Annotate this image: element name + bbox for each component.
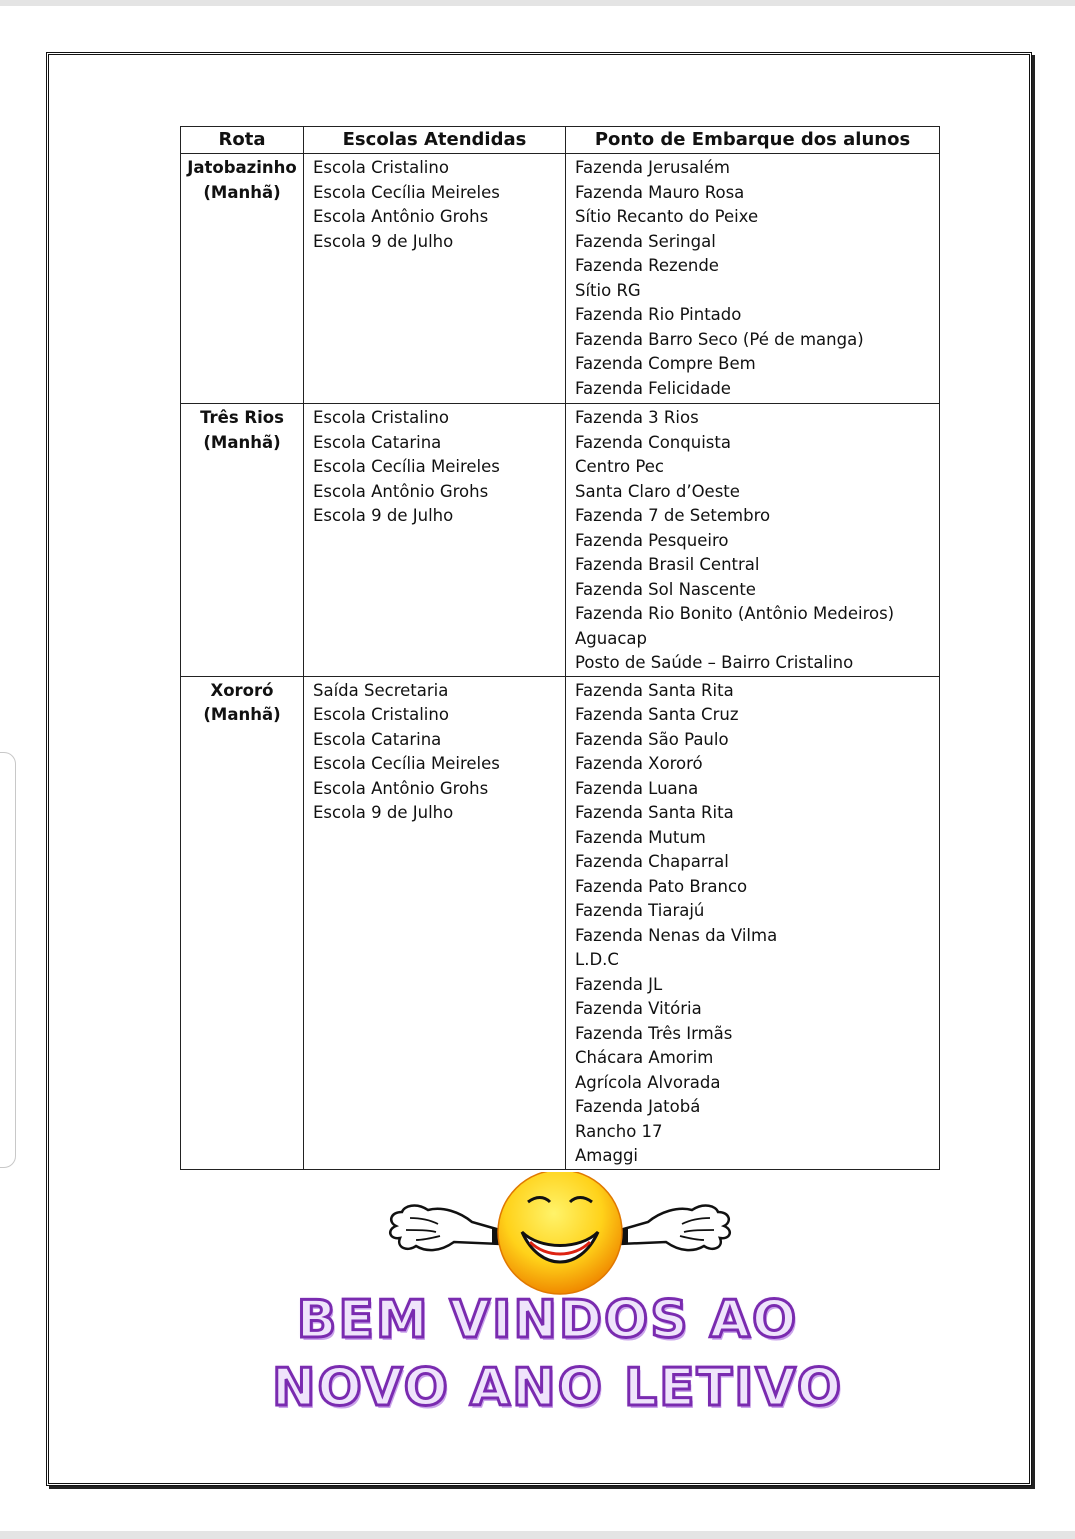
welcome-banner-line-1: BEM VINDOS AO: [296, 1290, 799, 1350]
route-name: Jatobazinho: [187, 158, 297, 177]
route-name-cell: [181, 154, 304, 404]
routes-table: [180, 126, 940, 1170]
list-item: Fazenda Nenas da Vilma: [575, 925, 778, 945]
list-item: Fazenda Xororó: [575, 754, 703, 773]
open-hand-right-icon: [616, 1206, 730, 1251]
side-panel-handle[interactable]: [0, 752, 16, 1168]
list-item: Fazenda Santa Rita: [575, 803, 734, 822]
table-row: [181, 676, 940, 1169]
list-item: Escola Antônio Grohs: [313, 207, 489, 226]
list-item: Sítio RG: [575, 280, 641, 300]
list-item: Fazenda JL: [575, 974, 663, 994]
list-item: Fazenda Conquista: [575, 432, 731, 452]
welcome-banner-line-2: NOVO ANO LETIVO: [271, 1358, 844, 1418]
list-item: Fazenda Santa Rita: [575, 680, 734, 700]
boarding-points-cell: [566, 404, 940, 677]
list-item: Sítio Recanto do Peixe: [575, 207, 759, 226]
route-name: Três Rios: [200, 408, 284, 427]
list-item: Fazenda Rezende: [575, 256, 719, 275]
list-item: Fazenda Brasil Central: [575, 555, 760, 574]
list-item: Fazenda Pato Branco: [575, 876, 748, 896]
list-item: Fazenda 3 Rios: [575, 408, 699, 427]
schools-cell: [304, 676, 566, 1169]
list-item: Posto de Saúde – Bairro Cristalino: [575, 653, 854, 672]
list-item: Escola Cristalino: [313, 705, 449, 724]
route-name: Xororó: [210, 680, 274, 700]
list-item: Fazenda Rio Bonito (Antônio Medeiros): [575, 604, 895, 623]
table-row: [181, 404, 940, 677]
route-period: (Manhã): [203, 182, 281, 202]
list-item: Escola Cristalino: [313, 158, 449, 177]
list-item: Centro Pec: [575, 457, 664, 476]
list-item: Chácara Amorim: [575, 1048, 714, 1067]
boarding-points-cell: [566, 154, 940, 404]
schools-cell: [304, 404, 566, 677]
list-item: Escola Cecília Meireles: [313, 182, 500, 202]
list-item: Fazenda Pesqueiro: [575, 530, 729, 550]
welcome-smiley-illustration: [380, 1172, 740, 1302]
schools-cell: [304, 154, 566, 404]
list-item: Fazenda São Paulo: [575, 729, 729, 749]
route-period: (Manhã): [203, 432, 281, 452]
list-item: Fazenda Mutum: [575, 827, 706, 847]
list-item: Fazenda Rio Pintado: [575, 305, 742, 324]
route-name-cell: [181, 404, 304, 677]
list-item: Fazenda Três Irmãs: [575, 1023, 733, 1043]
list-item: Fazenda Seringal: [575, 231, 716, 251]
table-row: [181, 154, 940, 404]
list-item: Escola 9 de Julho: [313, 803, 454, 822]
list-item: Escola 9 de Julho: [313, 506, 454, 525]
header-rota: Rota: [181, 127, 304, 154]
open-hand-left-icon: [390, 1206, 504, 1251]
list-item: Aguacap: [575, 628, 647, 648]
route-period: (Manhã): [203, 705, 281, 724]
list-item: Rancho 17: [575, 1121, 663, 1141]
list-item: Escola Cristalino: [313, 408, 449, 427]
route-name-cell: [181, 676, 304, 1169]
header-ponto: Ponto de Embarque dos alunos: [566, 127, 940, 154]
header-escolas: Escolas Atendidas: [304, 127, 566, 154]
list-item: Escola Cecília Meireles: [313, 754, 500, 773]
list-item: Fazenda Barro Seco (Pé de manga): [575, 329, 864, 349]
list-item: Fazenda Sol Nascente: [575, 579, 756, 599]
list-item: L.D.C: [575, 950, 619, 969]
list-item: Escola Catarina: [313, 432, 442, 452]
list-item: Fazenda Chaparral: [575, 852, 729, 871]
list-item: Fazenda Jatobá: [575, 1097, 701, 1116]
list-item: Fazenda Santa Cruz: [575, 705, 739, 724]
viewer-bottom-bar: [0, 1531, 1075, 1539]
list-item: Escola 9 de Julho: [313, 231, 454, 251]
list-item: Escola Antônio Grohs: [313, 481, 489, 501]
list-item: Amaggi: [575, 1146, 639, 1165]
viewer-top-bar: [0, 0, 1075, 6]
list-item: Saída Secretaria: [313, 680, 449, 700]
list-item: Fazenda Jerusalém: [575, 158, 730, 177]
table-header-row: [181, 127, 940, 154]
list-item: Escola Catarina: [313, 729, 442, 749]
list-item: Fazenda Mauro Rosa: [575, 182, 745, 202]
list-item: Santa Claro d’Oeste: [575, 481, 740, 501]
smiley-face-icon: [498, 1172, 622, 1294]
list-item: Escola Cecília Meireles: [313, 457, 500, 476]
list-item: Fazenda 7 de Setembro: [575, 506, 771, 525]
list-item: Agrícola Alvorada: [575, 1072, 721, 1092]
list-item: Fazenda Vitória: [575, 999, 702, 1018]
list-item: Escola Antônio Grohs: [313, 778, 489, 798]
boarding-points-cell: [566, 676, 940, 1169]
list-item: Fazenda Felicidade: [575, 378, 731, 398]
list-item: Fazenda Luana: [575, 778, 699, 798]
list-item: Fazenda Tiarajú: [575, 901, 705, 920]
list-item: Fazenda Compre Bem: [575, 354, 756, 373]
